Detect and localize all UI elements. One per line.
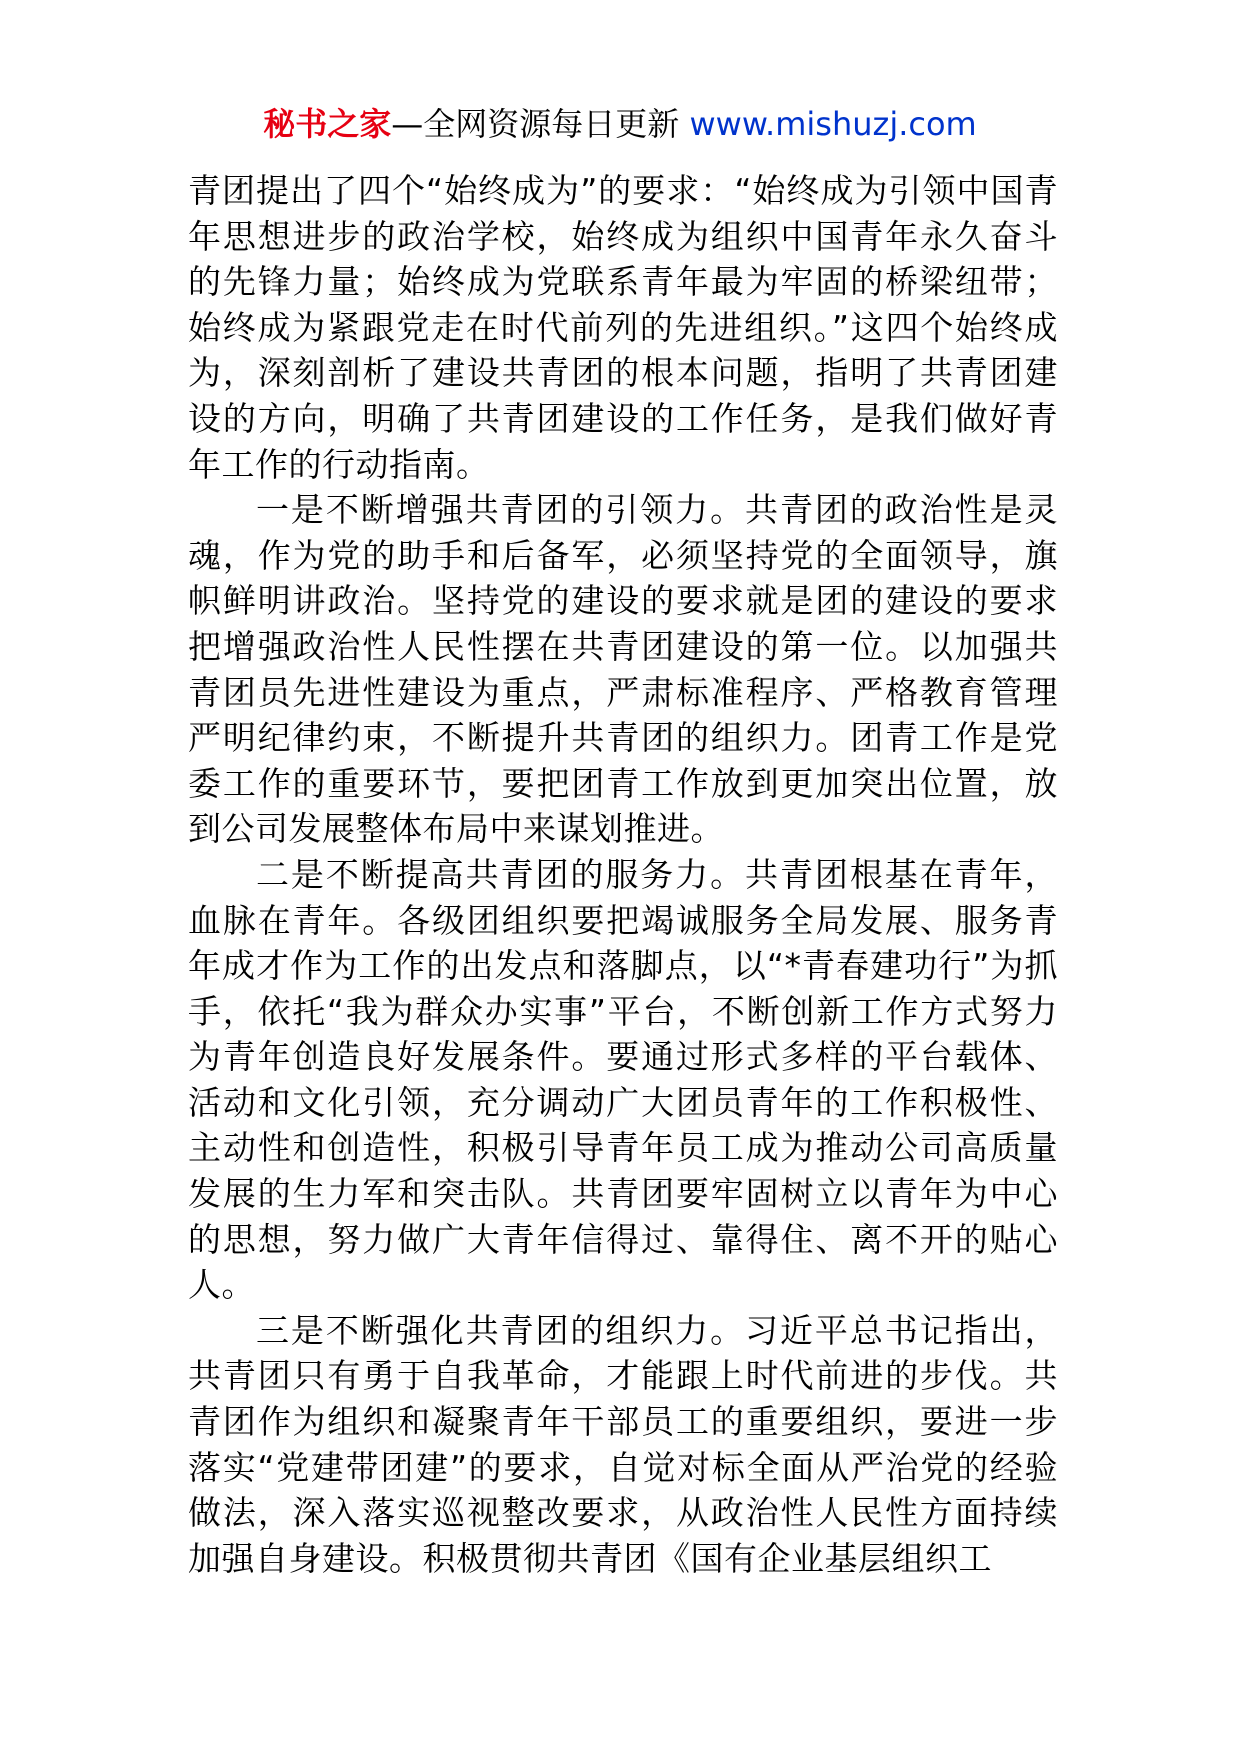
- header-url-link[interactable]: www.mishuzj.com: [689, 105, 977, 143]
- paragraph-guidance: 一是不断增强共青团的引领力。共青团的政治性是灵魂，作为党的助手和后备军，必须坚持党的全面领导，旗帜鲜明讲政治。坚持党的建设的要求就是团的建设的要求把增强政治性人民性摆在共青团建设的第一位。以加强共青团员先进性建设为重点，严肃标准程序、严格教育管理严明纪律约束，不断提升共青团的组织力。团青工作是党委工作的重要环节，要把团青工作放到更加突出位置，放到公司发展整体布局中来谋划推进。: [188, 490, 1058, 849]
- paragraph-organization: 三是不断强化共青团的组织力。习近平总书记指出，共青团只有勇于自我革命，才能跟上时代前进的步伐。共青团作为组织和凝聚青年干部员工的重要组织，要进一步落实“党建带团建”的要求，自觉对标全面从严治党的经验做法，深入落实巡视整改要求，从政治性人民性方面持续加强自身建设。积极贯彻共青团《国有企业基层组织工: [188, 1310, 1058, 1578]
- brand-name: 秘书之家: [263, 105, 392, 143]
- page-header: [0, 100, 1240, 148]
- paragraph-service: 二是不断提高共青团的服务力。共青团根基在青年，血脉在青年。各级团组织要把竭诚服务全局发展、服务青年成才作为工作的出发点和落脚点，以“*青春建功行”为抓手，依托“我为群众办实事”平台，不断创新工作方式努力为青年创造良好发展条件。要通过形式多样的平台载体、活动和文化引领，充分调动广大团员青年的工作积极性、主动性和创造性，积极引导青年员工成为推动公司高质量发展的生力军和突击队。共青团要牢固树立以青年为中心的思想，努力做广大青年信得过、靠得住、离不开的贴心人。: [188, 854, 1058, 1305]
- header-slogan: —全网资源每日更新: [391, 105, 690, 143]
- paragraph-continuation: 青团提出了四个“始终成为”的要求：“始终成为引领中国青年思想进步的政治学校，始终成为组织中国青年永久奋斗的先锋力量；始终成为党联系青年最为牢固的桥梁纽带；始终成为紧跟党走在时代前列的先进组织。”这四个始终成为，深刻剖析了建设共青团的根本问题，指明了共青团建设的方向，明确了共青团建设的工作任务，是我们做好青年工作的行动指南。: [188, 171, 1058, 484]
- document-body: [188, 168, 1058, 1581]
